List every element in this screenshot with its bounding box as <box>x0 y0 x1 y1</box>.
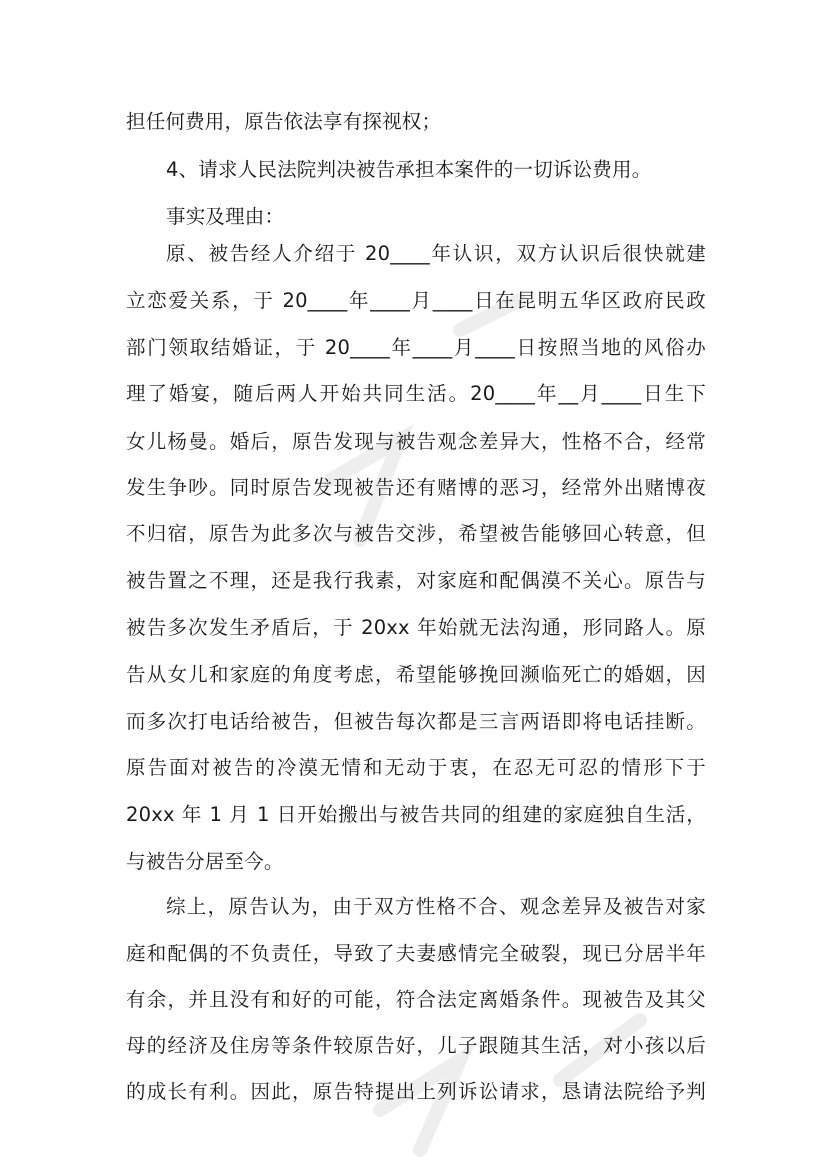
text-line: 与被告分居至今。 <box>126 850 284 873</box>
text-line: 发生争吵。同时原告发现被告还有赌博的恶习，经常外出赌博夜 <box>126 476 706 499</box>
text-line: 的成长有利。因此，原告特提出上列诉讼请求，恳请法院给予判 <box>126 1080 706 1103</box>
text-line: 部门领取结婚证，于 20____年____月____日按照当地的风俗办 <box>126 336 706 359</box>
text-line: 而多次打电话给被告，但被告每次都是三言两语即将电话挂断。 <box>126 710 706 733</box>
text-line: 母的经济及住房等条件较原告好，儿子跟随其生活，对小孩以后 <box>126 1034 706 1057</box>
text-line: 不归宿，原告为此多次与被告交涉，希望被告能够回心转意，但 <box>126 522 706 545</box>
text-line: 担任何费用，原告依法享有探视权； <box>126 110 442 133</box>
text-line: 20xx 年 1 月 1 日开始搬出与被告共同的组建的家庭独自生活， <box>126 803 706 826</box>
text-line: 被告多次发生矛盾后，于 20xx 年始就无法沟通，形同路人。原 <box>126 616 706 639</box>
text-line: 有余，并且没有和好的可能，符合法定离婚条件。现被告及其父 <box>126 988 706 1011</box>
text-line: 告从女儿和家庭的角度考虑，希望能够挽回濒临死亡的婚姻，因 <box>126 663 706 686</box>
text-line: 女儿杨曼。婚后，原告发现与被告观念差异大，性格不合，经常 <box>126 430 706 453</box>
text-line: 4、请求人民法院判决被告承担本案件的一切诉讼费用。 <box>166 158 652 181</box>
text-line: 理了婚宴，随后两人开始共同生活。20____年__月____日生下 <box>126 382 706 405</box>
text-line: 综上，原告认为，由于双方性格不合、观念差异及被告对家 <box>166 895 706 918</box>
text-line: 被告置之不理，还是我行我素，对家庭和配偶漠不关心。原告与 <box>126 569 706 592</box>
text-line: 事实及理由： <box>166 205 285 228</box>
text-line: 立恋爱关系，于 20____年____月____日在昆明五华区政府民政 <box>126 289 706 312</box>
text-line: 庭和配偶的不负责任，导致了夫妻感情完全破裂，现已分居半年 <box>126 942 706 965</box>
text-line: 原告面对被告的冷漠无情和无动于衷，在忍无可忍的情形下于 <box>126 756 706 779</box>
text-line: 原、被告经人介绍于 20____年认识，双方认识后很快就建 <box>166 242 706 265</box>
